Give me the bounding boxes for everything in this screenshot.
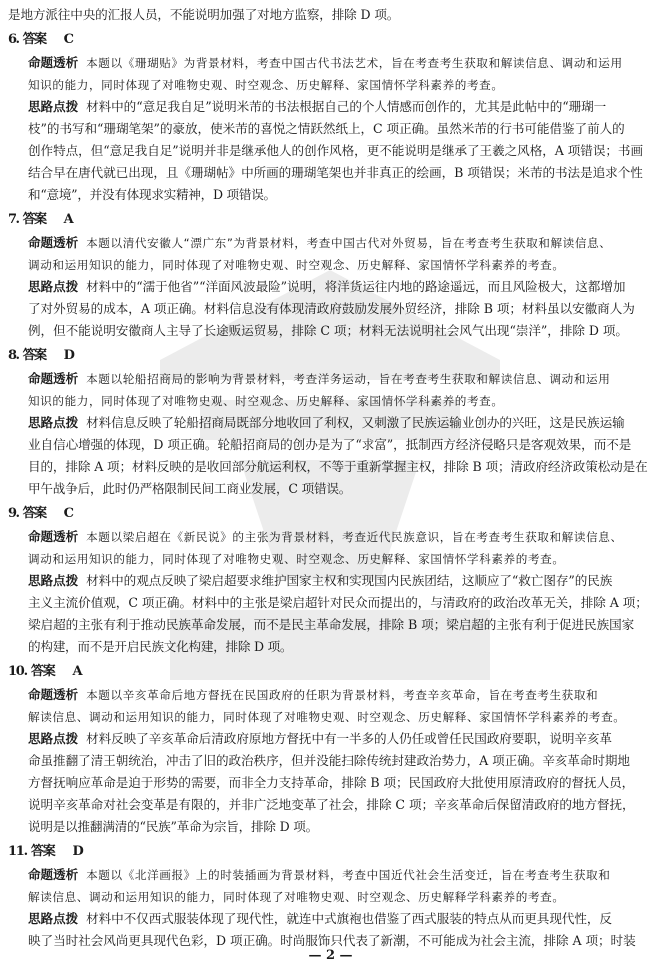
analysis-label: 命题透析: [28, 55, 79, 70]
text-span: 方督抚响应革命是迫于形势的需要，而非全力支持革命，排除 B 项；民国政府大批使用原清政府的督抚人员，: [28, 775, 635, 790]
explanation-line: [8, 750, 656, 772]
question-number: 8.: [8, 348, 19, 363]
text-span: 解读信息、调动和运用知识的能力，同时体现了对唯物史观、时空观念、历史解释学科素养的考查。: [28, 890, 565, 904]
text-span: 本题以轮船招商局的影响为背景材料，考查洋务运动，旨在考查考生获取和解读信息、调动和运用: [86, 372, 611, 386]
explanation-line: [8, 276, 656, 298]
text-span: 例，但不能说明安徽商人主导了长途贩运贸易，排除 C 项；材料无法说明社会风气出现“崇洋”，排除 D 项。: [28, 323, 628, 338]
text-span: 调动和运用知识的能力，同时体现了对唯物史观、时空观念、历史解释、家国情怀学科素养的考查。: [28, 552, 565, 566]
explanation-line: [8, 96, 656, 118]
question-number: 11.: [8, 844, 27, 859]
question-list: [8, 28, 656, 952]
text-span: 枝”的书写和“珊瑚笔架”的豪放，使米芾的喜悦之情跃然纸上，C 项正确。虽然米芾的行书可能借鉴了前人的: [28, 121, 625, 136]
text-span: 材料中的“意足我自足”说明米芾的书法根据自己的个人情感而创作的，尤其是此帖中的“珊瑚一: [86, 99, 607, 114]
text-span: 创作特点，但“意足我自足”说明并非是继承他人的创作风格，更不能说明是继承了王羲之风格，A 项错误；书画: [28, 143, 643, 158]
explanation-label: 思路点拨: [28, 731, 79, 746]
explanation-line: [8, 320, 656, 342]
question-number: 7.: [8, 212, 19, 227]
answer-label: 答案: [22, 32, 46, 47]
explanation-label: 思路点拨: [28, 415, 79, 430]
explanation-label: 思路点拨: [28, 911, 79, 926]
text-span: 材料反映了辛亥革命后清政府原地方督抚中有一半多的人仍任或曾任民国政府要职，说明辛亥革: [86, 731, 612, 746]
analysis-label: 命题透析: [28, 235, 79, 250]
answer-label: 答案: [30, 664, 55, 679]
explanation-line: [8, 140, 656, 162]
question-header: [8, 208, 656, 232]
answer-letter: A: [72, 664, 82, 679]
text-span: 命虽推翻了清王朝统治，冲击了旧的政治秩序，但并没能扫除传统封建政治势力，A 项正确。辛亥革命时期地: [28, 753, 630, 768]
explanation-line: [8, 298, 656, 320]
analysis-line: [8, 232, 656, 254]
analysis-line: [8, 684, 656, 706]
question-number: 9.: [8, 506, 19, 521]
text-span: 了对外贸易的成本，A 项正确。材料信息没有体现清政府鼓励发展外贸经济，排除 B 项；材料虽以安徽商人为: [28, 301, 635, 316]
analysis-line: [8, 864, 656, 886]
answer-label: 答案: [22, 348, 46, 363]
analysis-label: 命题透析: [28, 867, 79, 882]
analysis-line: [8, 548, 656, 570]
question-header: [8, 344, 656, 368]
text-span: 本题以《珊瑚贴》为背景材料，考查中国古代书法艺术，旨在考查考生获取和解读信息、调动和运用: [86, 56, 623, 70]
text-span: 材料中不仅西式服装体现了现代性，就连中式旗袍也借鉴了西式服装的特点从而更具现代性，反: [86, 911, 612, 926]
analysis-label: 命题透析: [28, 529, 79, 544]
answer-label: 答案: [30, 844, 55, 859]
text-span: 甲午战争后，此时仍严格限制民间工商业发展，C 项错误。: [28, 481, 352, 496]
question-header: [8, 28, 656, 52]
text-span: 的构建，而不是开启民族文化构建，排除 D 项。: [28, 639, 293, 654]
analysis-line: [8, 526, 656, 548]
text-span: 本题以《北洋画报》上的时装插画为背景材料，考查中国近代社会生活变迁，旨在考查考生获取和: [86, 868, 611, 882]
analysis-line: [8, 74, 656, 96]
explanation-line: [8, 592, 656, 614]
text-span: 材料中的“濡于他省”“洋面风波最险”说明，将洋货运往内地的路途遥远，而且风险极大，这都增加: [86, 279, 626, 294]
text-span: 解读信息、调动和运用知识的能力，同时体现了对唯物史观、时空观念、历史解释、家国情怀学科素养的考查。: [28, 710, 626, 724]
text-span: 梁启超的主张有利于推动民族革命发展，而不是民主革命发展，排除 B 项；梁启超的主张有利于促进民族国家: [28, 617, 635, 632]
text-span: 说明辛亥革命对社会变革是有限的，并非广泛地变革了社会，排除 C 项；辛亥革命后保留清政府的地方督抚，: [28, 797, 635, 812]
analysis-line: [8, 390, 656, 412]
explanation-line: [8, 728, 656, 750]
explanation-line: [8, 816, 656, 838]
explanation-line: [8, 794, 656, 816]
explanation-label: 思路点拨: [28, 573, 79, 588]
text-span: 说明是以推翻满清的“民族”革命为宗旨，排除 D 项。: [28, 819, 319, 834]
explanation-line: [8, 162, 656, 184]
explanation-line: [8, 614, 656, 636]
question-header: [8, 502, 656, 526]
answer-letter: D: [72, 844, 83, 859]
explanation-line: [8, 908, 656, 930]
answer-label: 答案: [22, 212, 46, 227]
explanation-line: [8, 570, 656, 592]
top-line: 是地方派往中央的汇报人员，不能说明加强了对地方监察，排除 D 项。: [8, 7, 400, 22]
explanation-label: 思路点拨: [28, 99, 79, 114]
text-span: 材料信息反映了轮船招商局既部分地收回了利权，又刺激了民族运输业创办的兴旺，这是民族运输: [86, 415, 625, 430]
analysis-line: [8, 254, 656, 276]
explanation-line: [8, 478, 656, 500]
explanation-label: 思路点拨: [28, 279, 79, 294]
answer-letter: A: [63, 212, 73, 227]
answer-letter: D: [63, 348, 74, 363]
answer-letter: C: [63, 32, 73, 47]
page-number: — 2 —: [308, 948, 353, 963]
answer-label: 答案: [22, 506, 46, 521]
analysis-line: [8, 52, 656, 74]
question-number: 10.: [8, 664, 27, 679]
explanation-line: [8, 456, 656, 478]
answer-letter: C: [63, 506, 73, 521]
text-span: 和“意境”，并没有体现求实精神，D 项错误。: [28, 187, 276, 202]
text-span: 主义主流价值观，C 项正确。材料中的主张是梁启超针对民众而提出的，与清政府的政治改革无关，排除 A 项；: [28, 595, 648, 610]
explanation-line: [8, 118, 656, 140]
text-span: 本题以梁启超在《新民说》的主张为背景材料，考查近代民族意识，旨在考查考生获取和解读信息、: [86, 530, 623, 544]
text-span: 本题以辛亥革命后地方督抚在民国政府的任职为背景材料，考查辛亥革命，旨在考查考生获取和: [86, 688, 599, 702]
question-header: [8, 840, 656, 864]
question-header: [8, 660, 656, 684]
text-span: 目的，排除 A 项；材料反映的是收回部分航运利权，不等于重新掌握主权，排除 B 项；清政府经济政策松动是在: [28, 459, 648, 474]
text-span: 材料中的观点反映了梁启超要求维护国家主权和实现国内民族团结，这顺应了“救亡图存”的民族: [86, 573, 613, 588]
analysis-line: [8, 886, 656, 908]
text-span: 调动和运用知识的能力，同时体现了对唯物史观、时空观念、历史解释、家国情怀学科素养的考查。: [28, 258, 565, 272]
analysis-label: 命题透析: [28, 687, 79, 702]
explanation-line: [8, 636, 656, 658]
explanation-line: [8, 412, 656, 434]
analysis-line: [8, 368, 656, 390]
explanation-line: [8, 434, 656, 456]
explanation-line: [8, 772, 656, 794]
analysis-line: [8, 706, 656, 728]
text-span: 结合早在唐代就已出现，且《珊瑚帖》中所画的珊瑚笔架也并非真正的绘画，B 项错误；米芾的书法是追求个性: [28, 165, 643, 180]
text-span: 本题以清代安徽人“漂广东”为背景材料，考查中国古代对外贸易，旨在考查考生获取和解读信息、: [86, 236, 612, 250]
text-span: 知识的能力，同时体现了对唯物史观、时空观念、历史解释、家国情怀学科素养的考查。: [28, 394, 504, 408]
text-span: 业自信心增强的体现，D 项正确。轮船招商局的创办是为了“求富”，抵制西方经济侵略只是客观效果，而不是: [28, 437, 632, 452]
answer-page: [8, 4, 656, 952]
explanation-line: [8, 184, 656, 206]
text-span: 映了当时社会风尚更具现代色彩，D 项正确。时尚服饰只代表了新潮，不可能成为社会主流，排除 A 项；时装: [28, 933, 636, 948]
question-number: 6.: [8, 32, 19, 47]
analysis-label: 命题透析: [28, 371, 79, 386]
text-span: 知识的能力，同时体现了对唯物史观、时空观念、历史解释、家国情怀学科素养的考查。: [28, 78, 504, 92]
